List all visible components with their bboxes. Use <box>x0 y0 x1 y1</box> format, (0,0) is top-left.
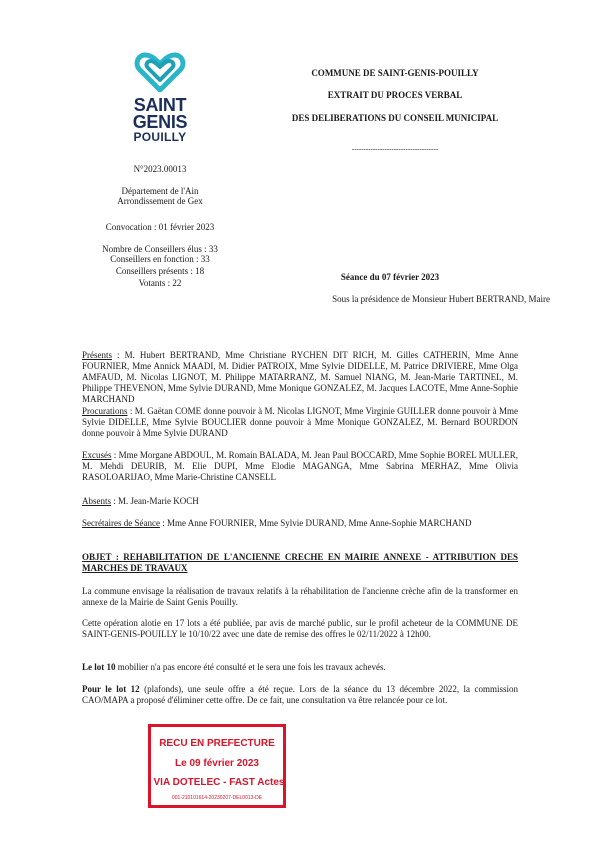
paragraph-4 <box>82 684 518 706</box>
absents-text: : M. Jean-Marie KOCH <box>111 496 199 506</box>
departement: Département de l'Ain <box>121 186 199 196</box>
heart-logo-icon <box>134 52 186 92</box>
paragraph-4-bold: Pour le lot 12 <box>82 684 140 694</box>
logo-line-1: SAINT <box>133 95 187 115</box>
objet-label: OBJET <box>82 552 112 562</box>
paragraph-2: Cette opération alotie en 17 lots a été publiée, par avis de marché public, sur le profil acheteur de la COMMUNE DE SAINT-GENIS-POUILLY le 10/10/22 avec une date de remise des offres le 02/11/2022 à 12h00. <box>82 618 518 639</box>
objet-paragraph <box>82 552 518 574</box>
header-separator: ------------------------------------- <box>351 145 439 153</box>
secretaires-label: Secrétaires de Séance <box>82 518 160 528</box>
conseillers-presents: Conseillers présents : 18 <box>115 266 205 276</box>
convocation: Convocation : 01 février 2023 <box>105 222 215 232</box>
logo-line-2: GENIS <box>132 112 188 132</box>
paragraph-1: La commune envisage la réalisation de travaux relatifs à la réhabilitation de l'ancienne crèche afin de la transformer en annexe de la Mairie de Saint Genis Pouilly. <box>82 586 518 607</box>
paragraph-3-bold: Le lot 10 <box>82 662 116 672</box>
paragraph-3 <box>82 662 518 673</box>
commune-logo <box>128 52 192 144</box>
logo-wordmark <box>128 97 192 144</box>
excuses-label: Excusés <box>82 450 112 460</box>
conseillers-elus: Nombre de Conseillers élus : 33 <box>102 244 218 254</box>
stamp-line-3: VIA DOTELEC - FAST Actes <box>153 777 285 788</box>
presents-text: : M. Hubert BERTRAND, Mme Christiane RYCHEN DIT RICH, M. Gilles CATHERIN, Mme Anne FOURNIER, Mme Annick MAADI, M. Didier PATROIX, Mme Sylvie DIDELLE, M. Patrice DRIVIERE, Mme Olga AMFAUD, M. Nicolas LIGNOT, M. Philippe MATARRANZ, M. Samuel NIANG, M. Jean-Marie TARTINEL, M. Philippe THEVENON, Mme Sylvie DURAND, Mme Monique GONZALEZ, M. Jacques LACOTE, Mme Anne-Sophie MARCHAND <box>82 350 518 404</box>
numero: N°2023.00013 <box>133 164 187 174</box>
procurations-text: : M. Gaëtan COME donne pouvoir à M. Nicolas LIGNOT, Mme Virginie GUILLER donne pouvoir à Mme Sylvie DIDELLE, Mme Sylvie BOUCLIER donne pouvoir à Mme Monique GONZALEZ, M. Bernard BOURDON donne pouvoir à Mme Sylvie DURAND <box>82 406 518 438</box>
paragraph-3-text: mobilier n'a pas encore été consulté et le sera une fois les travaux achevés. <box>115 662 386 672</box>
secretaires-paragraph <box>82 518 518 529</box>
excuses-paragraph <box>82 450 518 483</box>
absents-paragraph <box>82 496 518 507</box>
paragraph-4-text: (plafonds), une seule offre a été reçue. Lors de la séance du 13 décembre 2022, la commission CAO/MAPA a proposé d'éliminer cette offre. De ce fait, une consultation va être relancée pour ce lot. <box>82 684 518 705</box>
procurations-label: Procurations <box>82 406 128 416</box>
commune-title: COMMUNE DE SAINT-GENIS-POUILLY <box>311 68 479 78</box>
logo-line-3: POUILLY <box>133 130 187 144</box>
deliberations-title: DES DELIBERATIONS DU CONSEIL MUNICIPAL <box>291 113 499 123</box>
presents-paragraph <box>82 350 518 405</box>
objet-text: : REHABILITATION DE L'ANCIENNE CRECHE EN MAIRIE ANNEXE - ATTRIBUTION DES MARCHES DE TRAVAUX <box>82 552 518 573</box>
stamp-line-1: RECU EN PREFECTURE <box>159 738 275 749</box>
stamp-line-4: 001-210101614-20230207-DEL0013-DE <box>171 795 263 801</box>
conseillers-fonction: Conseillers en fonction : 33 <box>110 254 210 264</box>
seance-date: Séance du 07 février 2023 <box>340 272 440 282</box>
absents-label: Absents <box>82 496 111 506</box>
presents-label: Présents <box>82 350 112 360</box>
seance-presidence: Sous la présidence de Monsieur Hubert BERTRAND, Maire <box>332 294 550 304</box>
votants: Votants : 22 <box>138 278 182 288</box>
arrondissement: Arrondissement de Gex <box>117 196 203 206</box>
excuses-text: : Mme Morgane ABDOUL, M. Romain BALADA, M. Jean Paul BOCCARD, Mme Sophie BOREL MULLER, M. Mehdi DEURIB, M. Elie DUPI, Mme Elodie MAGANGA, Mme Sabrina MERHAZ, Mme Olivia RASOLOARIJAO, Mme Marie-Christine CANSELL <box>82 450 518 482</box>
procurations-paragraph <box>82 406 518 439</box>
secretaires-text: : Mme Anne FOURNIER, Mme Sylvie DURAND, Mme Anne-Sophie MARCHAND <box>159 518 472 528</box>
prefecture-stamp <box>148 724 286 808</box>
extrait-title: EXTRAIT DU PROCES VERBAL <box>327 90 463 100</box>
stamp-line-2: Le 09 février 2023 <box>175 758 259 769</box>
